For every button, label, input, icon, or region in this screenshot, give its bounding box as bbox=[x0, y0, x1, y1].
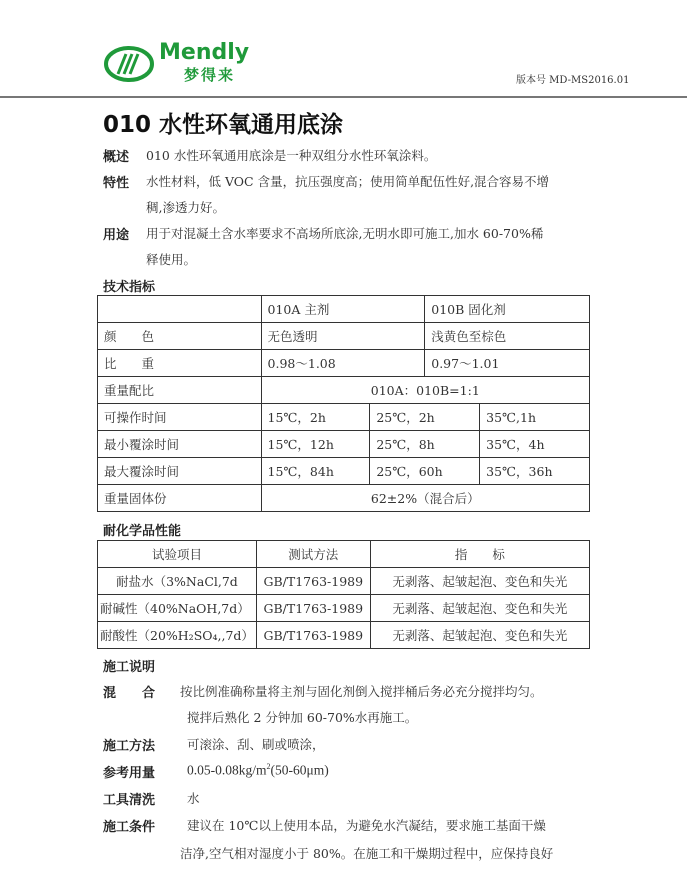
table-row bbox=[98, 350, 590, 377]
usage-label: 用途 bbox=[103, 228, 130, 243]
cell: 010B 固化剂 bbox=[425, 296, 590, 323]
overview-label: 概述 bbox=[103, 150, 130, 165]
cell: 010A：010B=1:1 bbox=[261, 377, 589, 404]
cell: 试验项目 bbox=[98, 541, 257, 568]
mix-text-2: 搅拌后熟化 2 分钟加 60-70%水再施工。 bbox=[187, 710, 418, 725]
cell: 35℃，4h bbox=[480, 431, 590, 458]
cell: 可操作时间 bbox=[98, 404, 262, 431]
cell: 无色透明 bbox=[261, 323, 425, 350]
features-text-2: 稠,渗透力好。 bbox=[146, 200, 225, 215]
conditions-text-2: 洁净,空气相对湿度小于 80%。在施工和干燥期过程中，应保持良好 bbox=[180, 846, 554, 861]
table-row bbox=[98, 568, 590, 595]
cell: 010A 主剂 bbox=[261, 296, 425, 323]
cell: 耐酸性（20%H₂SO₄,,7d） bbox=[98, 622, 257, 649]
table-row bbox=[98, 404, 590, 431]
mix-label: 混 合 bbox=[103, 686, 156, 701]
cell: GB/T1763-1989 bbox=[256, 595, 370, 622]
tech-heading: 技术指标 bbox=[103, 280, 156, 295]
logo-mark-icon bbox=[104, 46, 154, 82]
cell: 0.97～1.01 bbox=[425, 350, 590, 377]
version-number: 版本号 MD-MS2016.01 bbox=[516, 75, 630, 86]
cell: 无剥落、起皱起泡、变色和失光 bbox=[370, 595, 589, 622]
consumption-thickness: (50-60μm) bbox=[270, 762, 329, 778]
table-row bbox=[98, 458, 590, 485]
cell: 测试方法 bbox=[256, 541, 370, 568]
cell: 35℃，36h bbox=[480, 458, 590, 485]
usage-text: 用于对混凝土含水率要求不高场所底涂,无明水即可施工,加水 60-70%稀 bbox=[146, 226, 544, 241]
cell: GB/T1763-1989 bbox=[256, 568, 370, 595]
cell: 耐碱性（40%NaOH,7d） bbox=[98, 595, 257, 622]
features-text: 水性材料，低 VOC 含量，抗压强度高；使用简单配伍性好,混合容易不增 bbox=[146, 174, 550, 189]
cell: 比 重 bbox=[98, 350, 262, 377]
cleaning-text: 水 bbox=[187, 791, 200, 806]
cell: 浅黄色至棕色 bbox=[425, 323, 590, 350]
cell: 15℃，84h bbox=[261, 458, 370, 485]
cell: 15℃，12h bbox=[261, 431, 370, 458]
cell: 无剥落、起皱起泡、变色和失光 bbox=[370, 568, 589, 595]
table-row bbox=[98, 595, 590, 622]
cell: 无剥落、起皱起泡、变色和失光 bbox=[370, 622, 589, 649]
cell: 35℃,1h bbox=[480, 404, 590, 431]
usage-text-2: 释使用。 bbox=[146, 252, 197, 267]
chem-table bbox=[97, 540, 590, 649]
cell: 耐盐水（3%NaCl,7d bbox=[98, 568, 257, 595]
table-row bbox=[98, 485, 590, 512]
cell: 15℃，2h bbox=[261, 404, 370, 431]
cell: 重量固体份 bbox=[98, 485, 262, 512]
cell: 最小覆涂时间 bbox=[98, 431, 262, 458]
superscript: 2 bbox=[266, 762, 271, 771]
method-label: 施工方法 bbox=[103, 739, 156, 754]
table-row bbox=[98, 541, 590, 568]
cell: 25℃，8h bbox=[370, 431, 480, 458]
cell bbox=[98, 296, 262, 323]
construction-heading: 施工说明 bbox=[103, 660, 156, 675]
cell: 0.98～1.08 bbox=[261, 350, 425, 377]
method-text: 可滚涂、刮、刷或喷涂， bbox=[187, 737, 325, 752]
table-row bbox=[98, 431, 590, 458]
tech-table bbox=[97, 295, 590, 512]
conditions-text: 建议在 10℃以上使用本品，为避免水汽凝结，要求施工基面干燥 bbox=[187, 818, 546, 833]
cell: 62±2%（混合后） bbox=[261, 485, 589, 512]
conditions-label: 施工条件 bbox=[103, 820, 156, 835]
cleaning-label: 工具清洗 bbox=[103, 793, 156, 808]
cell: 颜 色 bbox=[98, 323, 262, 350]
cell: 25℃，60h bbox=[370, 458, 480, 485]
cell: 重量配比 bbox=[98, 377, 262, 404]
overview-text: 010 水性环氧通用底涂是一种双组分水性环氧涂料。 bbox=[146, 148, 437, 163]
logo-english: Mendly bbox=[159, 40, 250, 65]
consumption-label: 参考用量 bbox=[103, 766, 156, 781]
cell: 指 标 bbox=[370, 541, 589, 568]
header-divider bbox=[0, 96, 687, 98]
mix-text: 按比例准确称量将主剂与固化剂倒入搅拌桶后务必充分搅拌均匀。 bbox=[180, 684, 543, 699]
cell: GB/T1763-1989 bbox=[256, 622, 370, 649]
table-row bbox=[98, 377, 590, 404]
chem-heading: 耐化学品性能 bbox=[103, 524, 182, 539]
logo bbox=[104, 40, 284, 84]
cell: 25℃，2h bbox=[370, 404, 480, 431]
cell: 最大覆涂时间 bbox=[98, 458, 262, 485]
logo-chinese: 梦得来 bbox=[184, 66, 236, 84]
table-row bbox=[98, 296, 590, 323]
table-row bbox=[98, 323, 590, 350]
page-title: 010 水性环氧通用底涂 bbox=[103, 112, 344, 138]
consumption-text bbox=[187, 762, 329, 779]
table-row bbox=[98, 622, 590, 649]
features-label: 特性 bbox=[103, 176, 130, 191]
consumption-value: 0.05-0.08kg/m bbox=[187, 762, 267, 778]
